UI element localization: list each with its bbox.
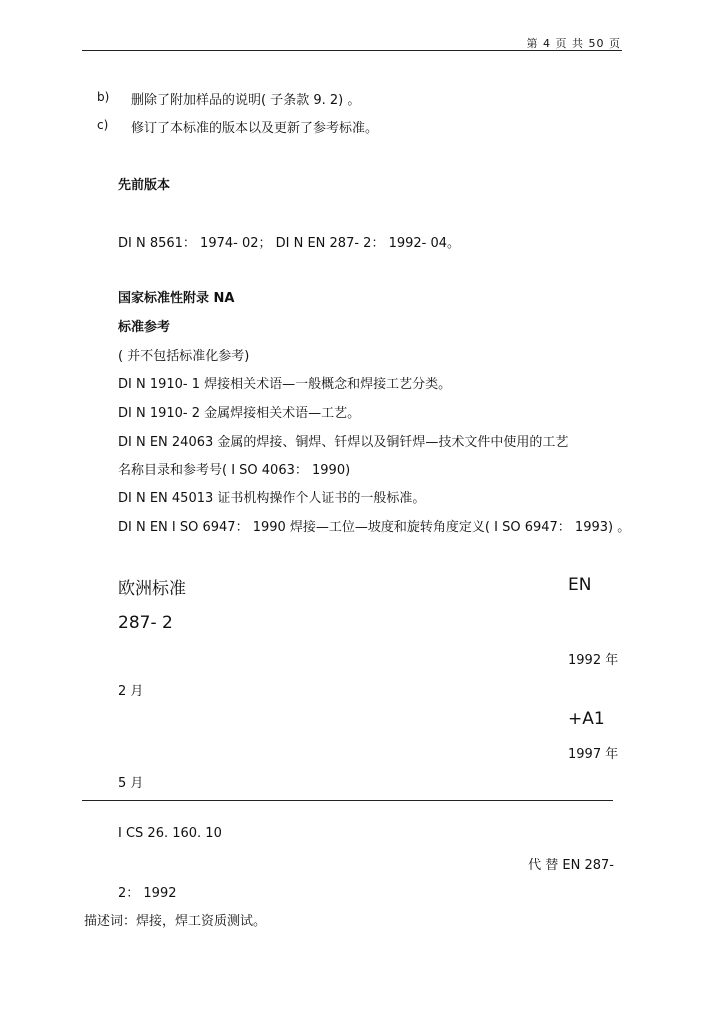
- amendment-year: 1997 年: [568, 747, 619, 762]
- amendment-month: 5 月: [118, 776, 144, 791]
- amendment-label: +A1: [568, 709, 605, 729]
- annex-note: ( 并不包括标准化参考): [118, 349, 250, 364]
- list-marker: b): [97, 90, 110, 104]
- issue-month: 2 月: [118, 684, 144, 699]
- previous-versions-heading: 先前版本: [118, 178, 171, 193]
- page-header: 第 4 页 共 50 页: [526, 37, 621, 50]
- reference-item: DI N EN 24063 金属的焊接、铜焊、钎焊以及铜钎焊—技术文件中使用的工艺: [118, 435, 569, 450]
- reference-item: DI N 1910- 2 金属焊接相关术语—工艺。: [118, 406, 361, 421]
- reference-item: DI N EN 45013 证书机构操作个人证书的一般标准。: [118, 491, 426, 506]
- list-marker: c): [97, 118, 109, 132]
- replaces-continuation: 2： 1992: [118, 886, 177, 901]
- previous-versions-text: DI N 8561： 1974- 02； DI N EN 287- 2： 1992- 04。: [118, 236, 461, 251]
- standard-code-number: 287- 2: [118, 613, 173, 633]
- ics-code: I CS 26. 160. 10: [118, 826, 222, 841]
- section-rule: [82, 800, 613, 801]
- issue-year: 1992 年: [568, 653, 619, 668]
- descriptors: 描述词：焊接，焊工资质测试。: [84, 914, 267, 929]
- annex-title: 国家标准性附录 NA: [118, 291, 235, 306]
- reference-item: 名称目录和参考号( I SO 4063： 1990): [118, 463, 351, 478]
- euro-standard-title: 欧洲标准: [118, 579, 186, 599]
- list-item-text: 删除了附加样品的说明( 子条款 9. 2) 。: [131, 93, 361, 108]
- reference-item: DI N 1910- 1 焊接相关术语—一般概念和焊接工艺分类。: [118, 377, 452, 392]
- header-rule: [82, 50, 622, 51]
- standard-code-prefix: EN: [568, 575, 592, 595]
- list-item-text: 修订了本标准的版本以及更新了参考标准。: [131, 121, 379, 136]
- annex-subtitle: 标准参考: [118, 320, 171, 335]
- reference-item: DI N EN I SO 6947： 1990 焊接—工位—坡度和旋转角度定义( I SO 6947： 1993) 。: [118, 520, 631, 535]
- replaces-label: 代 替 EN 287-: [528, 858, 614, 873]
